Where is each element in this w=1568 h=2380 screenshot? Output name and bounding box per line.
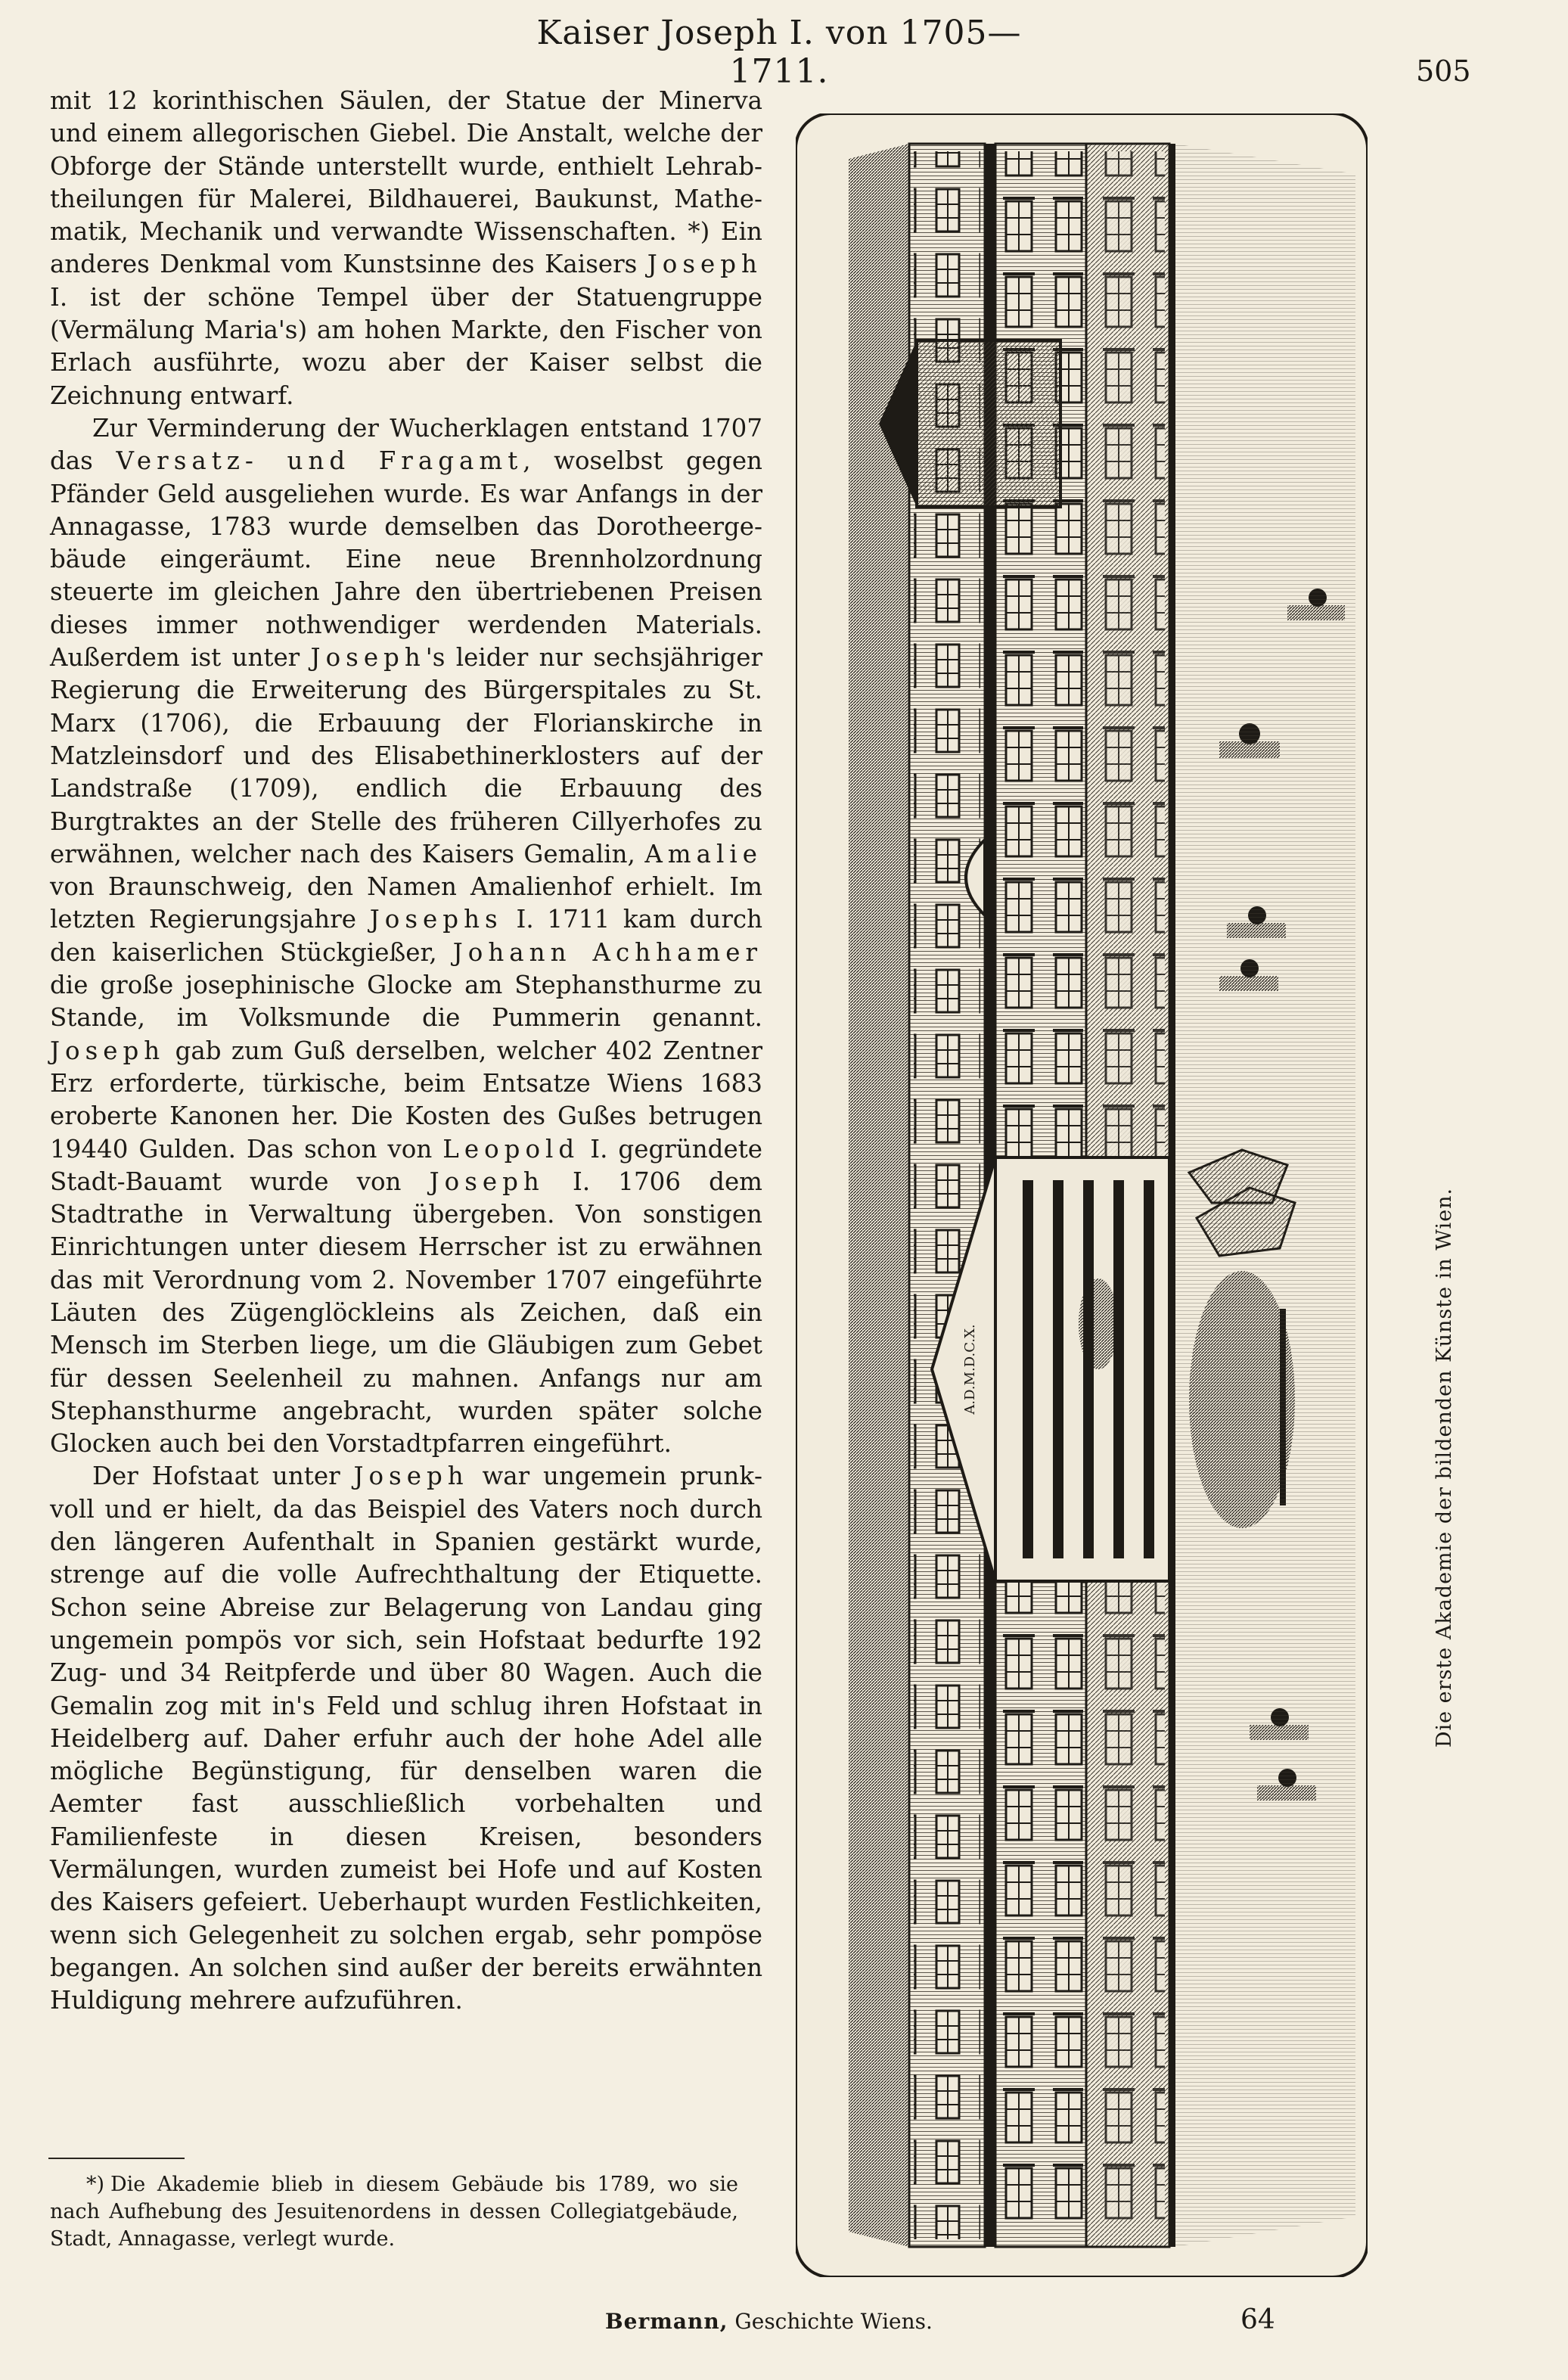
footer-signature	[605, 2309, 933, 2334]
footnote	[50, 2171, 738, 2253]
footer-author: Bermann,	[605, 2309, 728, 2334]
corner-pavilion	[917, 340, 1060, 507]
paragraph-1: mit 12 korinthischen Säulen, der Statue der Minerva und einem allegorischen Giebel. Die Anstalt, welche der Obforge der Stände unterstellt wurde, enthielt Lehrabtheilungen für Malerei, Bildhauerei, Baukunst, Mathematik, Mechanik und verwandte Wissenschaften. *) Ein anderes Denkmal vom Kunstsinne des Kaisers Joseph I. ist der schöne Tempel über der Statuengruppe (Vermälung Maria's) am hohen Markte, den Fischer von Erlach ausführte, wozu aber der Kaiser selbst die Zeichnung entwarf.	[50, 86, 762, 410]
footer-book-title: Geschichte Wiens.	[734, 2309, 933, 2334]
footnote-text: Die Akademie blieb in diesem Gebäude bis 1789, wo sie nach Aufhebung des Jesuitenordens in dessen Collegiatgebäude, Stadt, Annagasse, verlegt wurde.	[50, 2173, 738, 2251]
main-text-column	[50, 85, 762, 2018]
sheet-number: 64	[1240, 2304, 1275, 2335]
footnote-mark: *)	[85, 2173, 104, 2196]
pediment-inscription: A.D.M.D.C.X.	[962, 1324, 978, 1415]
statue-niche	[1079, 1279, 1118, 1369]
illustration-caption: Die erste Akademie der bildenden Künste in Wien.	[1433, 1187, 1456, 1748]
street-ground	[1175, 144, 1355, 2247]
engraving-svg	[796, 113, 1368, 2277]
academy-engraving	[796, 113, 1368, 2277]
page-number: 505	[1416, 54, 1471, 88]
running-title: Kaiser Joseph I. von 1705—1711.	[536, 14, 1022, 91]
paragraph-2: Zur Verminderung der Wucherklagen entstand 1707 das Versatz- und Fragamt, woselbst gegen Pfänder Geld ausgeliehen wurde. Es war Anfangs in der Annagasse, 1783 wurde demselben das Dorotheergebäude eingeräumt. Eine neue Brennholzordnung steuerte im gleichen Jahre den übertriebenen Preisen dieses immer nothwendiger werdenden Materials. Außerdem ist unter Joseph's leider nur sechsjähriger Regierung die Erweiterung des Bürgerspitales zu St. Marx (1706), die Erbauung der Florianskirche in Matzleinsdorf und des Elisabethinerklosters auf der Landstraße (1709), endlich die Erbauung des Burgtraktes an der Stelle des früheren Cillyerhofes zu erwähnen, welcher nach des Kaisers Gemalin, Amalie von Braunschweig, den Namen Amalienhof erhielt. Im letzten Regierungsjahre Josephs I. 1711 kam durch den kaiserlichen Stückgießer, Johann Achhamer die große josephinische Glocke am Stephansthurme zu Stande, im Volksmunde die Pummerin genannt. Joseph gab zum Guß derselben, welcher 402 Zentner Erz erforderte, türkische, beim Entsatze Wiens 1683 eroberte Kanonen her. Die Kosten des Gußes betrugen 19440 Gulden. Das schon von Leopold I. gegründete Stadt-Bauamt wurde von Joseph I. 1706 dem Stadtrathe in Verwaltung übergeben. Von sonstigen Einrichtungen unter diesem Herrscher ist zu erwähnen das mit Verordnung vom 2. November 1707 eingeführte Läuten des Zügenglöckleins als Zeichen, daß ein Mensch im Sterben liege, um die Gläubigen zum Gebet für dessen Seelenheil zu mahnen. Anfangs nur am Stephansthurme angebracht, wurden später solche Glocken auch bei den Vorstadtpfarren eingeführt.	[50, 413, 763, 1459]
paragraph-3: Der Hofstaat unter Joseph war ungemein prunkvoll und er hielt, da das Beispiel des Vaters noch durch den längeren Aufenthalt in Spanien gestärkt wurde, strenge auf die volle Aufrechthaltung der Etiquette. Schon seine Abreise zur Belagerung von Landau ging ungemein pompös vor sich, sein Hofstaat bedurfte 192 Zug- und 34 Reitpferde und über 80 Wagen. Auch die Gemalin zog mit in's Feld und schlug ihren Hofstaat in Heidelberg auf. Daher erfuhr auch der hohe Adel alle mögliche Begünstigung, für denselben waren die Aemter fast ausschließlich vorbehalten und Familienfeste in diesen Kreisen, besonders Vermälungen, wurden zumeist bei Hofe und auf Kosten des Kaisers gefeiert. Ueberhaupt wurden Festlichkeiten, wenn sich Gelegenheit zu solchen ergab, sehr pompöse begangen. An solchen sind außer der bereits erwähnten Huldigung mehrere aufzuführen.	[50, 1462, 762, 2015]
footnote-rule	[48, 2158, 185, 2159]
